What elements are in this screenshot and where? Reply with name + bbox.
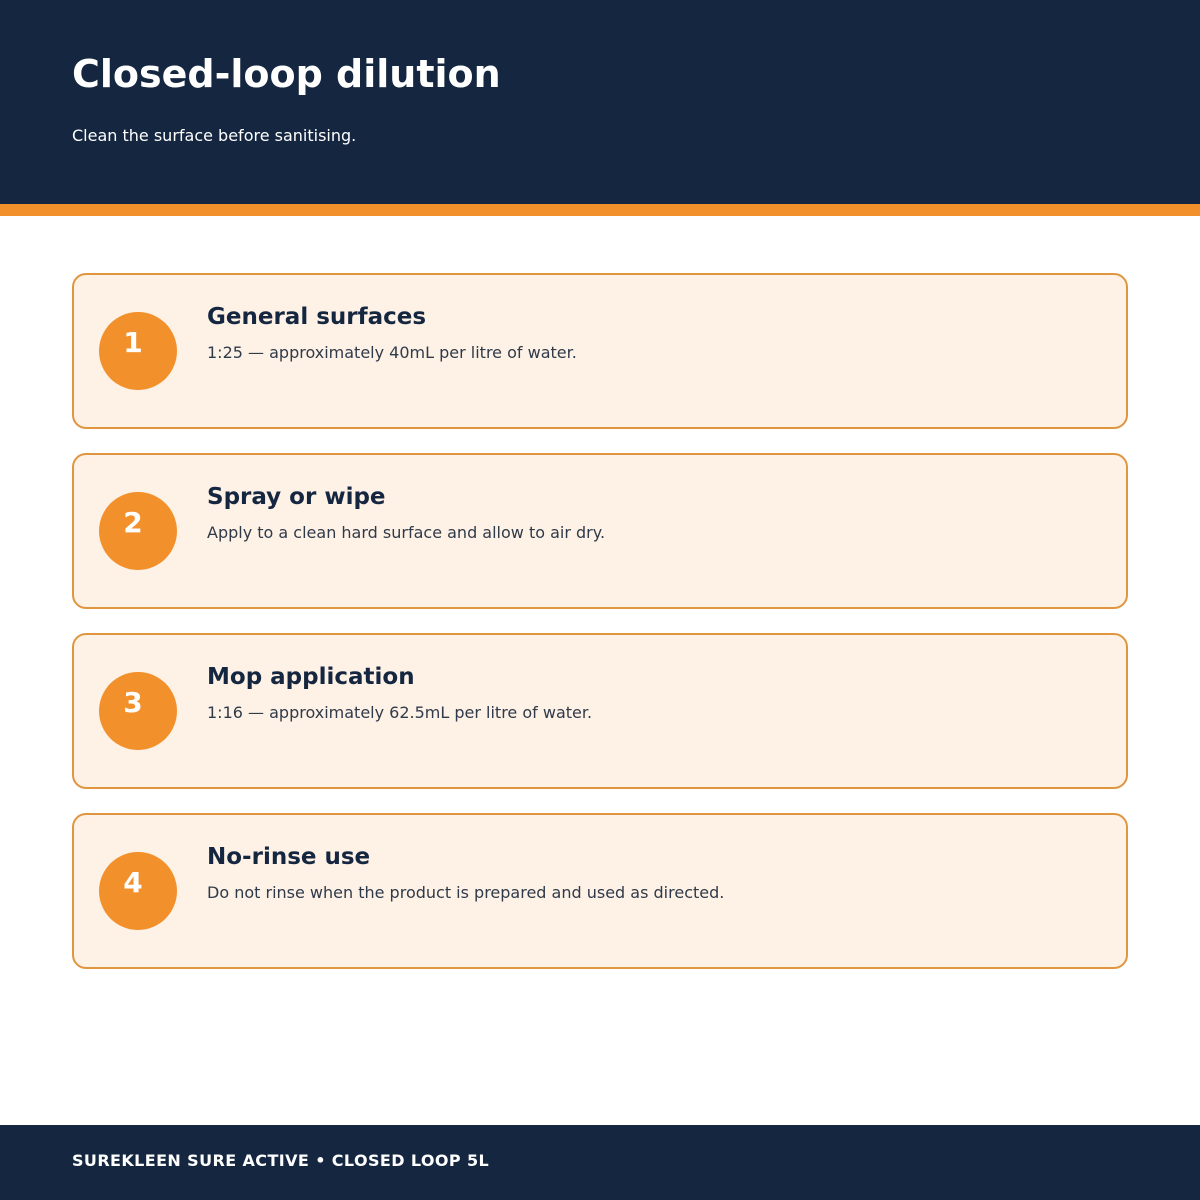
step-number: 2 [123, 506, 143, 539]
step-description: 1:25 — approximately 40mL per litre of water. [207, 343, 577, 362]
header-accent-stripe [0, 204, 1200, 216]
footer-product-name: SUREKLEEN SURE ACTIVE • CLOSED LOOP 5L [72, 1151, 490, 1170]
step-card-2 [72, 453, 1128, 609]
step-description: Apply to a clean hard surface and allow to air dry. [207, 523, 606, 542]
step-number-badge [99, 672, 177, 750]
step-title: Spray or wipe [207, 484, 386, 510]
step-number: 4 [123, 866, 143, 899]
step-card-4 [72, 813, 1128, 969]
step-title: General surfaces [207, 304, 427, 330]
page-header [0, 0, 1200, 204]
step-card-3 [72, 633, 1128, 789]
step-number-badge [99, 312, 177, 390]
step-title: No-rinse use [207, 844, 371, 870]
step-description: 1:16 — approximately 62.5mL per litre of water. [207, 703, 593, 722]
steps-list [72, 273, 1128, 993]
step-number-badge [99, 492, 177, 570]
step-number: 1 [123, 326, 143, 359]
step-title: Mop application [207, 664, 415, 690]
step-number: 3 [123, 686, 143, 719]
page-footer [0, 1125, 1200, 1200]
step-card-1 [72, 273, 1128, 429]
step-description: Do not rinse when the product is prepared and used as directed. [207, 883, 725, 902]
page-subtitle: Clean the surface before sanitising. [72, 126, 357, 145]
page-title: Closed-loop dilution [72, 52, 501, 96]
step-number-badge [99, 852, 177, 930]
